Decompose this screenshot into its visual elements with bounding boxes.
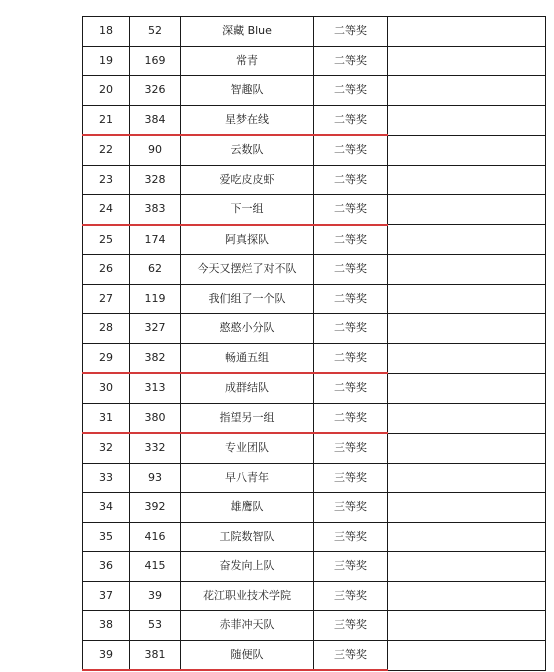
team-name-cell: 深藏 Blue [181, 17, 314, 47]
team-name-cell: 智趣队 [181, 76, 314, 106]
notes-cell [388, 165, 546, 195]
award-level-cell: 二等奖 [314, 195, 388, 225]
table-row [83, 403, 546, 433]
team-name-cell: 畅通五组 [181, 343, 314, 373]
table-row [83, 284, 546, 314]
notes-cell [388, 403, 546, 433]
rank-cell: 34 [83, 493, 130, 523]
award-level-cell: 三等奖 [314, 640, 388, 670]
table-row [83, 76, 546, 106]
team-name-cell: 指望另一组 [181, 403, 314, 433]
team-name-cell: 随便队 [181, 640, 314, 670]
award-level-cell: 二等奖 [314, 284, 388, 314]
team-id-cell: 119 [130, 284, 181, 314]
award-level-cell: 二等奖 [314, 343, 388, 373]
rank-cell: 25 [83, 225, 130, 255]
team-name-cell: 工院数智队 [181, 522, 314, 552]
notes-cell [388, 17, 546, 47]
table-row [83, 255, 546, 285]
rank-cell: 38 [83, 611, 130, 641]
table-row [83, 463, 546, 493]
notes-cell [388, 433, 546, 463]
rank-cell: 37 [83, 581, 130, 611]
table-row [83, 640, 546, 670]
rank-cell: 27 [83, 284, 130, 314]
table-row [83, 46, 546, 76]
team-id-cell: 384 [130, 105, 181, 135]
team-name-cell: 下一组 [181, 195, 314, 225]
team-id-cell: 313 [130, 373, 181, 403]
team-name-cell: 奋发向上队 [181, 552, 314, 582]
team-name-cell: 常青 [181, 46, 314, 76]
rank-cell: 19 [83, 46, 130, 76]
award-level-cell: 三等奖 [314, 611, 388, 641]
team-id-cell: 93 [130, 463, 181, 493]
team-name-cell: 爱吃皮皮虾 [181, 165, 314, 195]
notes-cell [388, 284, 546, 314]
team-id-cell: 380 [130, 403, 181, 433]
table-row [83, 373, 546, 403]
team-id-cell: 332 [130, 433, 181, 463]
team-id-cell: 169 [130, 46, 181, 76]
award-level-cell: 三等奖 [314, 493, 388, 523]
notes-cell [388, 611, 546, 641]
award-level-cell: 二等奖 [314, 225, 388, 255]
award-level-cell: 三等奖 [314, 433, 388, 463]
notes-cell [388, 195, 546, 225]
award-level-cell: 二等奖 [314, 105, 388, 135]
team-name-cell: 星梦在线 [181, 105, 314, 135]
table-row [83, 314, 546, 344]
notes-cell [388, 522, 546, 552]
rank-cell: 29 [83, 343, 130, 373]
rank-cell: 28 [83, 314, 130, 344]
notes-cell [388, 463, 546, 493]
rank-cell: 24 [83, 195, 130, 225]
award-level-cell: 二等奖 [314, 255, 388, 285]
notes-cell [388, 343, 546, 373]
rank-cell: 23 [83, 165, 130, 195]
team-name-cell: 云数队 [181, 135, 314, 165]
award-level-cell: 二等奖 [314, 373, 388, 403]
table-row [83, 105, 546, 135]
notes-cell [388, 552, 546, 582]
team-id-cell: 382 [130, 343, 181, 373]
rank-cell: 21 [83, 105, 130, 135]
rank-cell: 31 [83, 403, 130, 433]
notes-cell [388, 46, 546, 76]
table-row [83, 581, 546, 611]
notes-cell [388, 255, 546, 285]
notes-cell [388, 581, 546, 611]
award-level-cell: 二等奖 [314, 17, 388, 47]
team-id-cell: 381 [130, 640, 181, 670]
table-row [83, 433, 546, 463]
rank-cell: 30 [83, 373, 130, 403]
table-row [83, 135, 546, 165]
award-results-table [82, 16, 546, 671]
team-name-cell: 早八青年 [181, 463, 314, 493]
table-row [83, 611, 546, 641]
team-id-cell: 52 [130, 17, 181, 47]
team-id-cell: 326 [130, 76, 181, 106]
award-level-cell: 三等奖 [314, 581, 388, 611]
notes-cell [388, 373, 546, 403]
team-id-cell: 90 [130, 135, 181, 165]
table-row [83, 522, 546, 552]
team-name-cell: 阿真探队 [181, 225, 314, 255]
table-row [83, 343, 546, 373]
team-id-cell: 174 [130, 225, 181, 255]
award-level-cell: 三等奖 [314, 552, 388, 582]
notes-cell [388, 76, 546, 106]
notes-cell [388, 314, 546, 344]
team-name-cell: 赤菲冲天队 [181, 611, 314, 641]
team-id-cell: 62 [130, 255, 181, 285]
rank-cell: 35 [83, 522, 130, 552]
team-name-cell: 花江职业技术学院 [181, 581, 314, 611]
table-row [83, 195, 546, 225]
team-name-cell: 雄鹰队 [181, 493, 314, 523]
team-id-cell: 383 [130, 195, 181, 225]
team-name-cell: 今天又摆烂了对不队 [181, 255, 314, 285]
table-row [83, 225, 546, 255]
table-row [83, 493, 546, 523]
notes-cell [388, 105, 546, 135]
team-id-cell: 327 [130, 314, 181, 344]
award-level-cell: 二等奖 [314, 165, 388, 195]
award-level-cell: 二等奖 [314, 314, 388, 344]
rank-cell: 22 [83, 135, 130, 165]
notes-cell [388, 135, 546, 165]
award-level-cell: 三等奖 [314, 463, 388, 493]
team-name-cell: 专业团队 [181, 433, 314, 463]
rank-cell: 20 [83, 76, 130, 106]
award-level-cell: 二等奖 [314, 46, 388, 76]
award-level-cell: 二等奖 [314, 403, 388, 433]
rank-cell: 18 [83, 17, 130, 47]
team-id-cell: 415 [130, 552, 181, 582]
notes-cell [388, 493, 546, 523]
table-row [83, 17, 546, 47]
rank-cell: 36 [83, 552, 130, 582]
award-level-cell: 二等奖 [314, 76, 388, 106]
rank-cell: 26 [83, 255, 130, 285]
notes-cell [388, 640, 546, 670]
table-row [83, 552, 546, 582]
team-id-cell: 53 [130, 611, 181, 641]
team-id-cell: 392 [130, 493, 181, 523]
award-level-cell: 三等奖 [314, 522, 388, 552]
table-row [83, 165, 546, 195]
team-name-cell: 我们组了一个队 [181, 284, 314, 314]
rank-cell: 33 [83, 463, 130, 493]
rank-cell: 32 [83, 433, 130, 463]
team-name-cell: 憨憨小分队 [181, 314, 314, 344]
team-id-cell: 328 [130, 165, 181, 195]
notes-cell [388, 225, 546, 255]
team-name-cell: 成群结队 [181, 373, 314, 403]
award-rows [83, 17, 546, 671]
award-level-cell: 二等奖 [314, 135, 388, 165]
team-id-cell: 416 [130, 522, 181, 552]
team-id-cell: 39 [130, 581, 181, 611]
rank-cell: 39 [83, 640, 130, 670]
